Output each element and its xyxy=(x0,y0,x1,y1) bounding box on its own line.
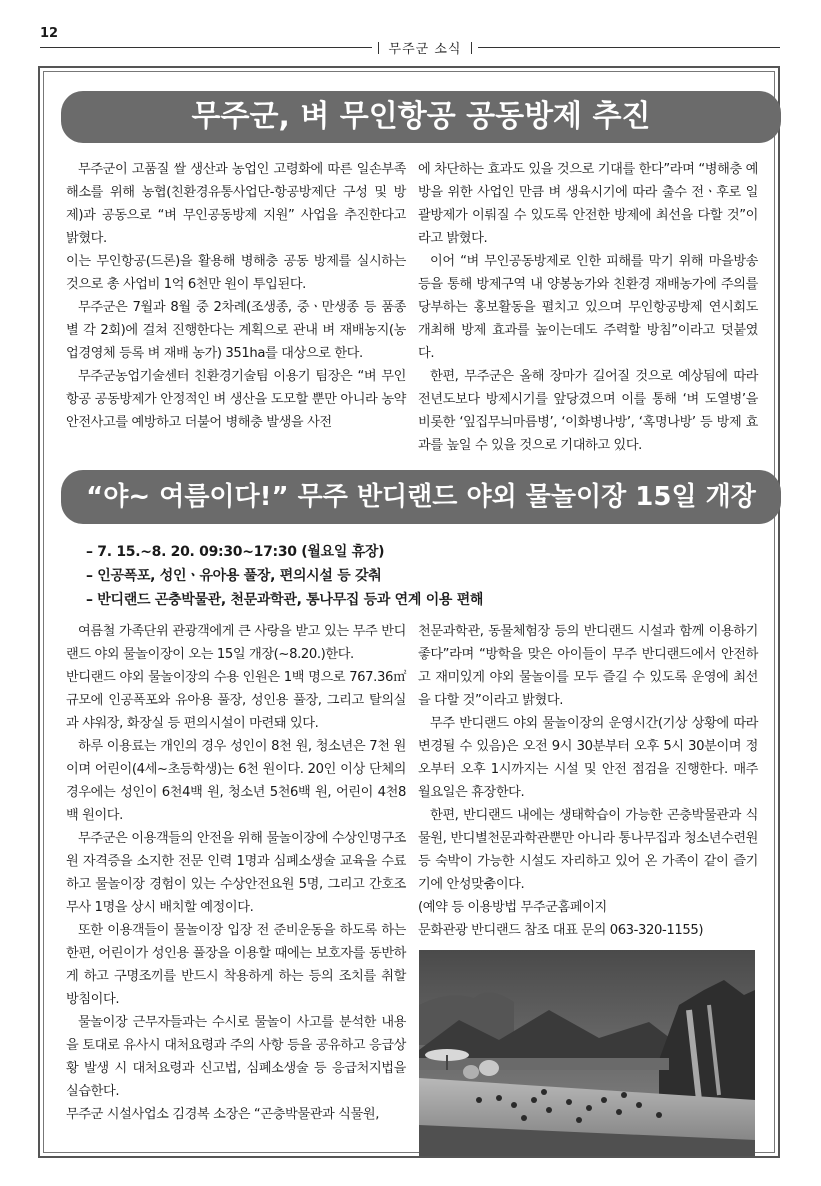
article2-headline: “야~ 여름이다!” 무주 반디랜드 야외 물놀이장 15일 개장 xyxy=(61,470,781,524)
paragraph: 무주 반디랜드 야외 물놀이장의 운영시간(기상 상황에 따라 변경될 수 있음)은 오전 9시 30분부터 오후 5시 30분이며 정오부터 오후 1시까지는 시설 및 안전 점검을 진행한다. 매주 월요일은 휴장한다. xyxy=(418,716,758,800)
paragraph: 여름철 가족단위 관광객에게 큰 사랑을 받고 있는 무주 반디랜드 야외 물놀이장이 오는 15일 개장(~8.20.)한다. xyxy=(66,624,406,662)
paragraph: (예약 등 이용방법 무주군홈페이지 xyxy=(418,900,607,915)
paragraph: 또한 이용객들이 물놀이장 입장 전 준비운동을 하도록 하는 한편, 어린이가 성인용 풀장을 이용할 때에는 보호자를 동반하게 하고 구명조끼를 반드시 착용하게 하는 등의 조치를 취할 방침이다. xyxy=(66,923,406,1007)
article1-column-right xyxy=(418,158,758,457)
paragraph: 물놀이장 근무자들과는 수시로 물놀이 사고를 분석한 내용을 토대로 유사시 대처요령과 주의 사항 등을 공유하고 응급상황 발생 시 대처요령과 신고법, 심폐소생술 등 응급처지법을 실습한다. xyxy=(66,1015,406,1099)
article1-column-left xyxy=(66,158,406,434)
paragraph: 이는 무인항공(드론)을 활용해 병해충 공동 방제를 실시하는 것으로 총 사업비 1억 6천만 원이 투입된다. xyxy=(66,254,406,292)
page-number: 12 xyxy=(40,26,59,41)
paragraph: 하루 이용료는 개인의 경우 성인이 8천 원, 청소년은 7천 원이며 어린이(4세~초등학생)는 6천 원이다. 20인 이상 단체의 경우에는 성인이 6천4백 원, 청소년 5천6백 원, 어린이 4천8백 원이다. xyxy=(66,739,406,823)
article2-highlights xyxy=(86,540,483,612)
highlight-item: – 7. 15.~8. 20. 09:30~17:30 (월요일 휴장) xyxy=(86,540,483,564)
paragraph: 에 차단하는 효과도 있을 것으로 기대를 한다”라며 “병해충 예방을 위한 사업인 만큼 벼 생육시기에 따라 출수 전ㆍ후로 일괄방제가 이뤄질 수 있도록 안전한 방제에 최선을 다할 것”이라고 밝혔다. xyxy=(418,162,758,246)
article2-column-left xyxy=(66,620,406,1126)
article2-column-right xyxy=(418,620,758,942)
paragraph: 천문과학관, 동물체험장 등의 반디랜드 시설과 함께 이용하기 좋다”라며 “방학을 맞은 아이들이 무주 반디랜드에서 안전하고 재미있게 야외 물놀이를 모두 즐길 수 있도록 운영에 최선을 다할 것”이라고 밝혔다. xyxy=(418,624,758,708)
paragraph: 한편, 반디랜드 내에는 생태학습이 가능한 곤충박물관과 식물원, 반디별천문과학관뿐만 아니라 통나무집과 청소년수련원 등 숙박이 가능한 시설도 자리하고 있어 온 가족이 같이 즐기기에 안성맞춤이다. xyxy=(418,808,758,892)
paragraph: 반디랜드 야외 물놀이장의 수용 인원은 1백 명으로 767.36㎡ 규모에 인공폭포와 유아용 풀장, 성인용 풀장, 그리고 탈의실과 샤워장, 화장실 등 편의시설이 마련돼 있다. xyxy=(66,670,406,731)
header-rule-left xyxy=(40,47,372,48)
paragraph: 문화관광 반디랜드 참조 대표 문의 063-320-1155) xyxy=(418,923,704,938)
paragraph: 이어 “벼 무인공동방제로 인한 피해를 막기 위해 마을방송 등을 통해 방제구역 내 양봉농가와 친환경 재배농가에 주의를 당부하는 홍보활동을 펼치고 있으며 무인항공방제 연시회도 개최해 방제 효과를 높이는데도 주력할 방침”이라고 덧붙였다. xyxy=(418,254,758,361)
water-park-photo-illustration xyxy=(419,950,755,1156)
paragraph: 무주군이 고품질 쌀 생산과 농업인 고령화에 따른 일손부족 해소를 위해 농협(친환경유통사업단-항공방제단 구성 및 방제)과 공동으로 “벼 무인공동방제 지원” 사업을 추진한다고 밝혔다. xyxy=(66,162,406,246)
paragraph: 무주군은 7월과 8월 중 2차례(조생종, 중ㆍ만생종 등 품종별 각 2회)에 걸쳐 진행한다는 계획으로 관내 벼 재배농지(농업경영체 등록 벼 재배 농가) 351ha를 대상으로 한다. xyxy=(66,300,406,361)
header-rule-right xyxy=(478,47,780,48)
paragraph: 무주군 시설사업소 김경복 소장은 “곤충박물관과 식물원, xyxy=(66,1107,379,1122)
paragraph: 무주군은 이용객들의 안전을 위해 물놀이장에 수상인명구조원 자격증을 소지한 전문 인력 1명과 심폐소생술 교육을 수료하고 물놀이장 경험이 있는 수상안전요원 5명, 그리고 간호조무사 1명을 상시 배치할 예정이다. xyxy=(66,831,406,915)
article1-headline: 무주군, 벼 무인항공 공동방제 추진 xyxy=(61,91,781,143)
highlight-item: – 인공폭포, 성인ㆍ유아용 풀장, 편의시설 등 갖춰 xyxy=(86,564,483,588)
highlight-item: – 반디랜드 곤충박물관, 천문과학관, 통나무집 등과 연계 이용 편해 xyxy=(86,588,483,612)
paragraph: 무주군농업기술센터 친환경기술팀 이용기 팀장은 “벼 무인항공 공동방제가 안정적인 벼 생산을 도모할 뿐만 아니라 농약안전사고를 예방하고 더불어 병해충 발생을 사전 xyxy=(66,369,406,430)
water-park-photo xyxy=(419,950,755,1156)
section-label: 무주군 소식 xyxy=(372,38,478,57)
paragraph: 한편, 무주군은 올해 장마가 길어질 것으로 예상됨에 따라 전년도보다 방제시기를 앞당겼으며 이를 통해 ‘벼 도열병’을 비롯한 ‘잎집무늬마름병’, ‘이화병나방’, ‘혹명나방’ 등 방제 효과를 높일 수 있을 것으로 기대하고 있다. xyxy=(418,369,758,453)
